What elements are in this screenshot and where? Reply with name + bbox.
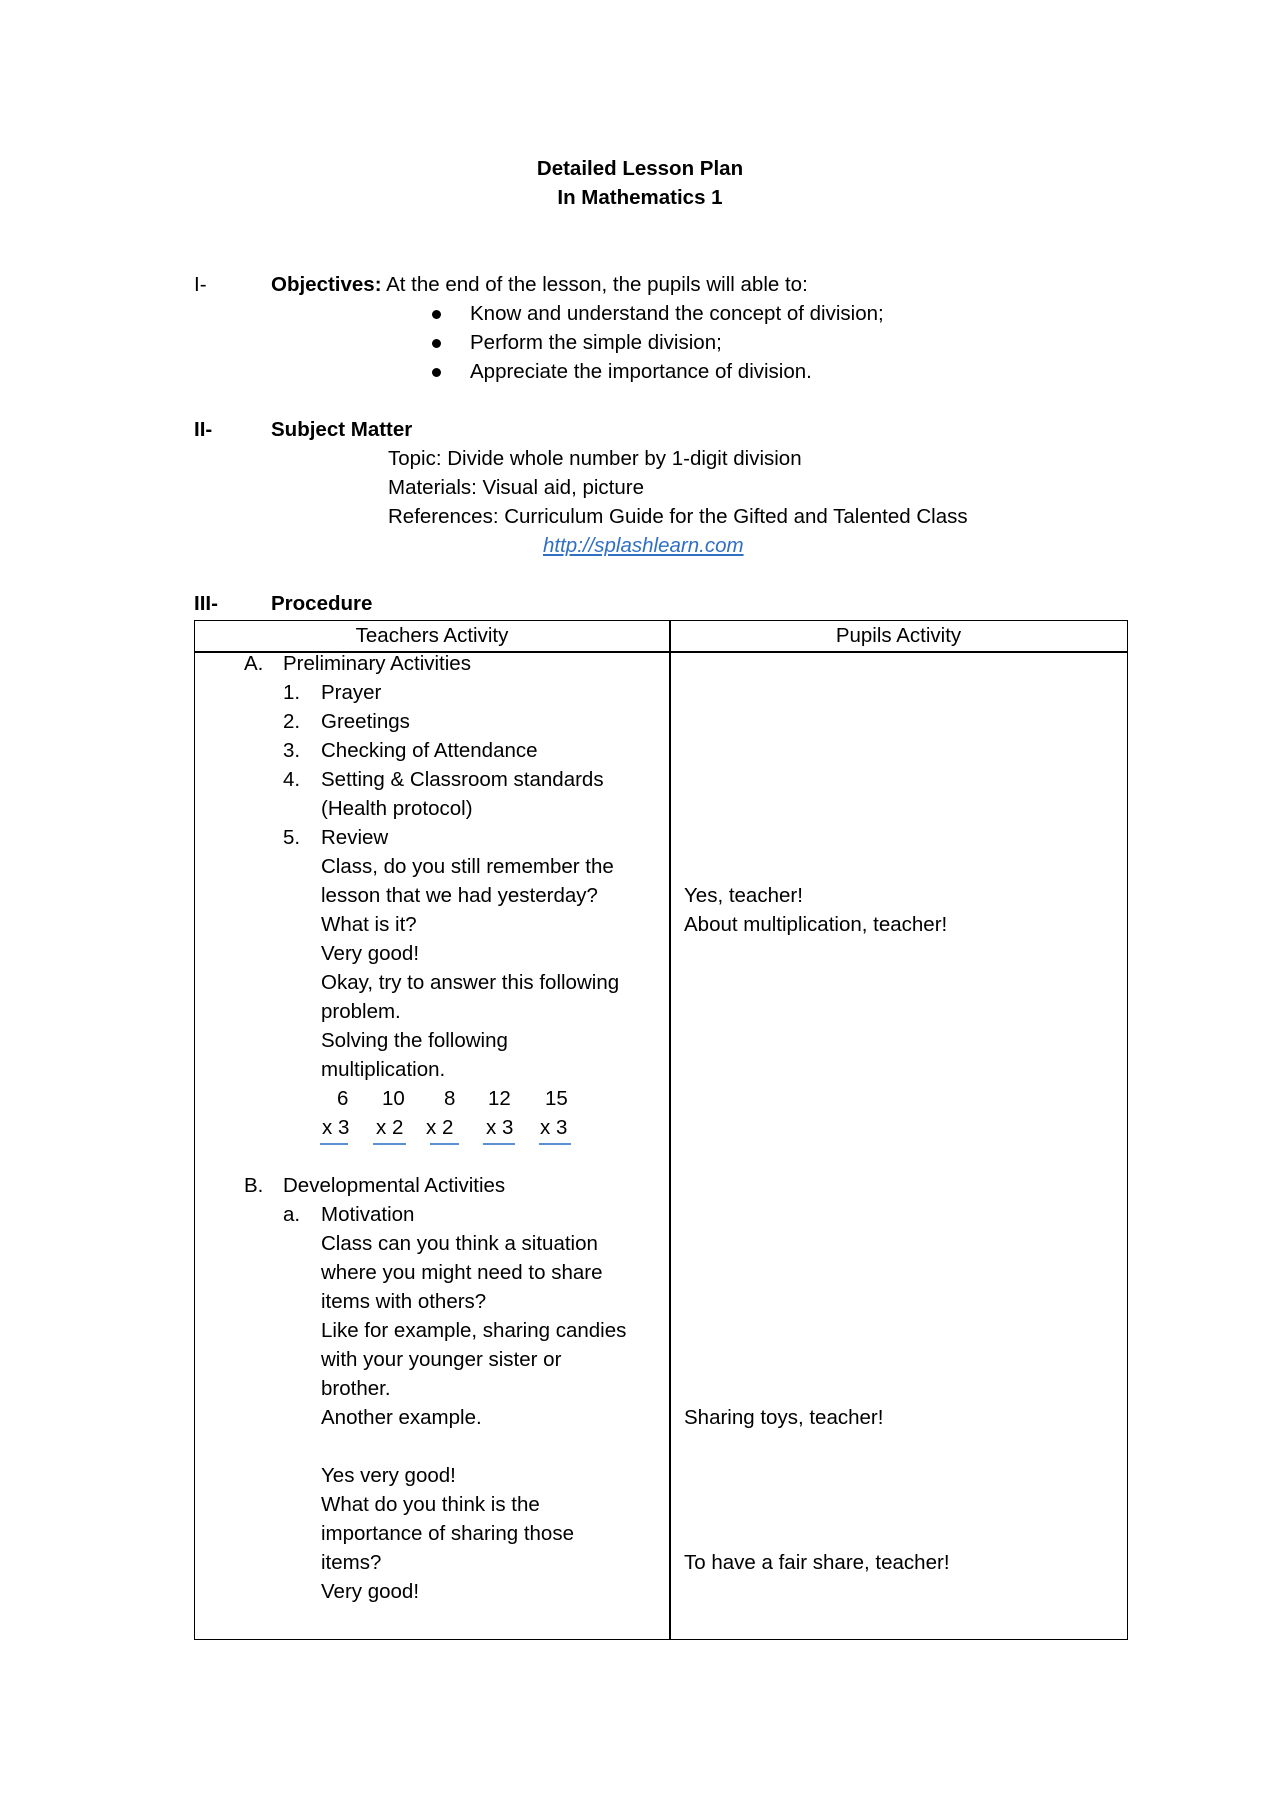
procedure-heading: Procedure — [271, 592, 373, 615]
subject-references: References: Curriculum Guide for the Gifted and Talented Class — [388, 505, 968, 528]
motivation-line: where you might need to share — [321, 1261, 603, 1284]
objectives-intro: At the end of the lesson, the pupils will able to: — [386, 273, 808, 296]
objectives-label: Objectives: — [271, 273, 382, 296]
item-marker: 2. — [283, 710, 301, 733]
section-numeral-i: I- — [194, 273, 207, 296]
item-attendance: Checking of Attendance — [321, 739, 538, 762]
review-line: Okay, try to answer this following — [321, 971, 620, 994]
column-header-pupils: Pupils Activity — [835, 624, 962, 647]
section-marker-b: B. — [244, 1174, 264, 1197]
item-marker: 5. — [283, 826, 301, 849]
review-line: lesson that we had yesterday? — [321, 884, 598, 907]
item-greetings: Greetings — [321, 710, 410, 733]
subject-materials: Materials: Visual aid, picture — [388, 476, 644, 499]
problem-bottom: x 2 — [426, 1116, 454, 1139]
motivation-title: Motivation — [321, 1203, 415, 1226]
item-review: Review — [321, 826, 389, 849]
item-standards-cont: (Health protocol) — [321, 797, 473, 820]
column-divider — [669, 621, 671, 1639]
review-line: What is it? — [321, 913, 417, 936]
motivation-line: Another example. — [321, 1406, 482, 1429]
review-line: Solving the following — [321, 1029, 508, 1052]
problem-bottom: x 3 — [486, 1116, 514, 1139]
section-marker-a: A. — [244, 652, 264, 675]
motivation-line: items with others? — [321, 1290, 487, 1313]
answer-line — [539, 1143, 571, 1145]
item-marker: 1. — [283, 681, 301, 704]
pupil-response: Sharing toys, teacher! — [684, 1406, 884, 1429]
answer-line — [430, 1143, 459, 1145]
problem-bottom: x 3 — [322, 1116, 350, 1139]
item-marker: 3. — [283, 739, 301, 762]
bullet-icon — [432, 339, 441, 348]
document-subtitle: In Mathematics 1 — [557, 186, 723, 209]
pupil-response: About multiplication, teacher! — [684, 913, 948, 936]
subject-topic: Topic: Divide whole number by 1-digit division — [388, 447, 802, 470]
answer-line — [483, 1143, 515, 1145]
objective-item: Perform the simple division; — [470, 331, 722, 354]
problem-top: 10 — [382, 1087, 405, 1110]
column-header-teachers: Teachers Activity — [355, 624, 509, 647]
problem-top: 6 — [337, 1087, 349, 1110]
motivation-line: Very good! — [321, 1580, 420, 1603]
problem-top: 8 — [444, 1087, 456, 1110]
motivation-line: Like for example, sharing candies — [321, 1319, 627, 1342]
item-prayer: Prayer — [321, 681, 382, 704]
motivation-line: items? — [321, 1551, 382, 1574]
developmental-activities-title: Developmental Activities — [283, 1174, 506, 1197]
section-numeral-ii: II- — [194, 418, 213, 441]
review-line: multiplication. — [321, 1058, 446, 1081]
pupil-response: To have a fair share, teacher! — [684, 1551, 950, 1574]
review-line: Very good! — [321, 942, 420, 965]
subject-matter-heading: Subject Matter — [271, 418, 413, 441]
pupil-response: Yes, teacher! — [684, 884, 803, 907]
review-line: Class, do you still remember the — [321, 855, 614, 878]
objective-item: Know and understand the concept of division; — [470, 302, 884, 325]
problem-bottom: x 3 — [540, 1116, 568, 1139]
problem-bottom: x 2 — [376, 1116, 404, 1139]
reference-link[interactable]: http://splashlearn.com — [543, 534, 744, 557]
answer-line — [320, 1143, 348, 1145]
item-standards: Setting & Classroom standards — [321, 768, 604, 791]
document-title: Detailed Lesson Plan — [536, 157, 744, 180]
bullet-icon — [432, 368, 441, 377]
objectives-heading — [271, 273, 808, 297]
motivation-line: What do you think is the — [321, 1493, 540, 1516]
answer-line — [373, 1143, 406, 1145]
motivation-line: with your younger sister or — [321, 1348, 562, 1371]
problem-top: 12 — [488, 1087, 511, 1110]
motivation-line: brother. — [321, 1377, 391, 1400]
motivation-line: Yes very good! — [321, 1464, 456, 1487]
motivation-line: Class can you think a situation — [321, 1232, 598, 1255]
review-line: problem. — [321, 1000, 401, 1023]
bullet-icon — [432, 310, 441, 319]
problem-top: 15 — [545, 1087, 568, 1110]
sub-marker: a. — [283, 1203, 301, 1226]
preliminary-activities-title: Preliminary Activities — [283, 652, 471, 675]
item-marker: 4. — [283, 768, 301, 791]
section-numeral-iii: III- — [194, 592, 218, 615]
objective-item: Appreciate the importance of division. — [470, 360, 812, 383]
motivation-line: importance of sharing those — [321, 1522, 574, 1545]
